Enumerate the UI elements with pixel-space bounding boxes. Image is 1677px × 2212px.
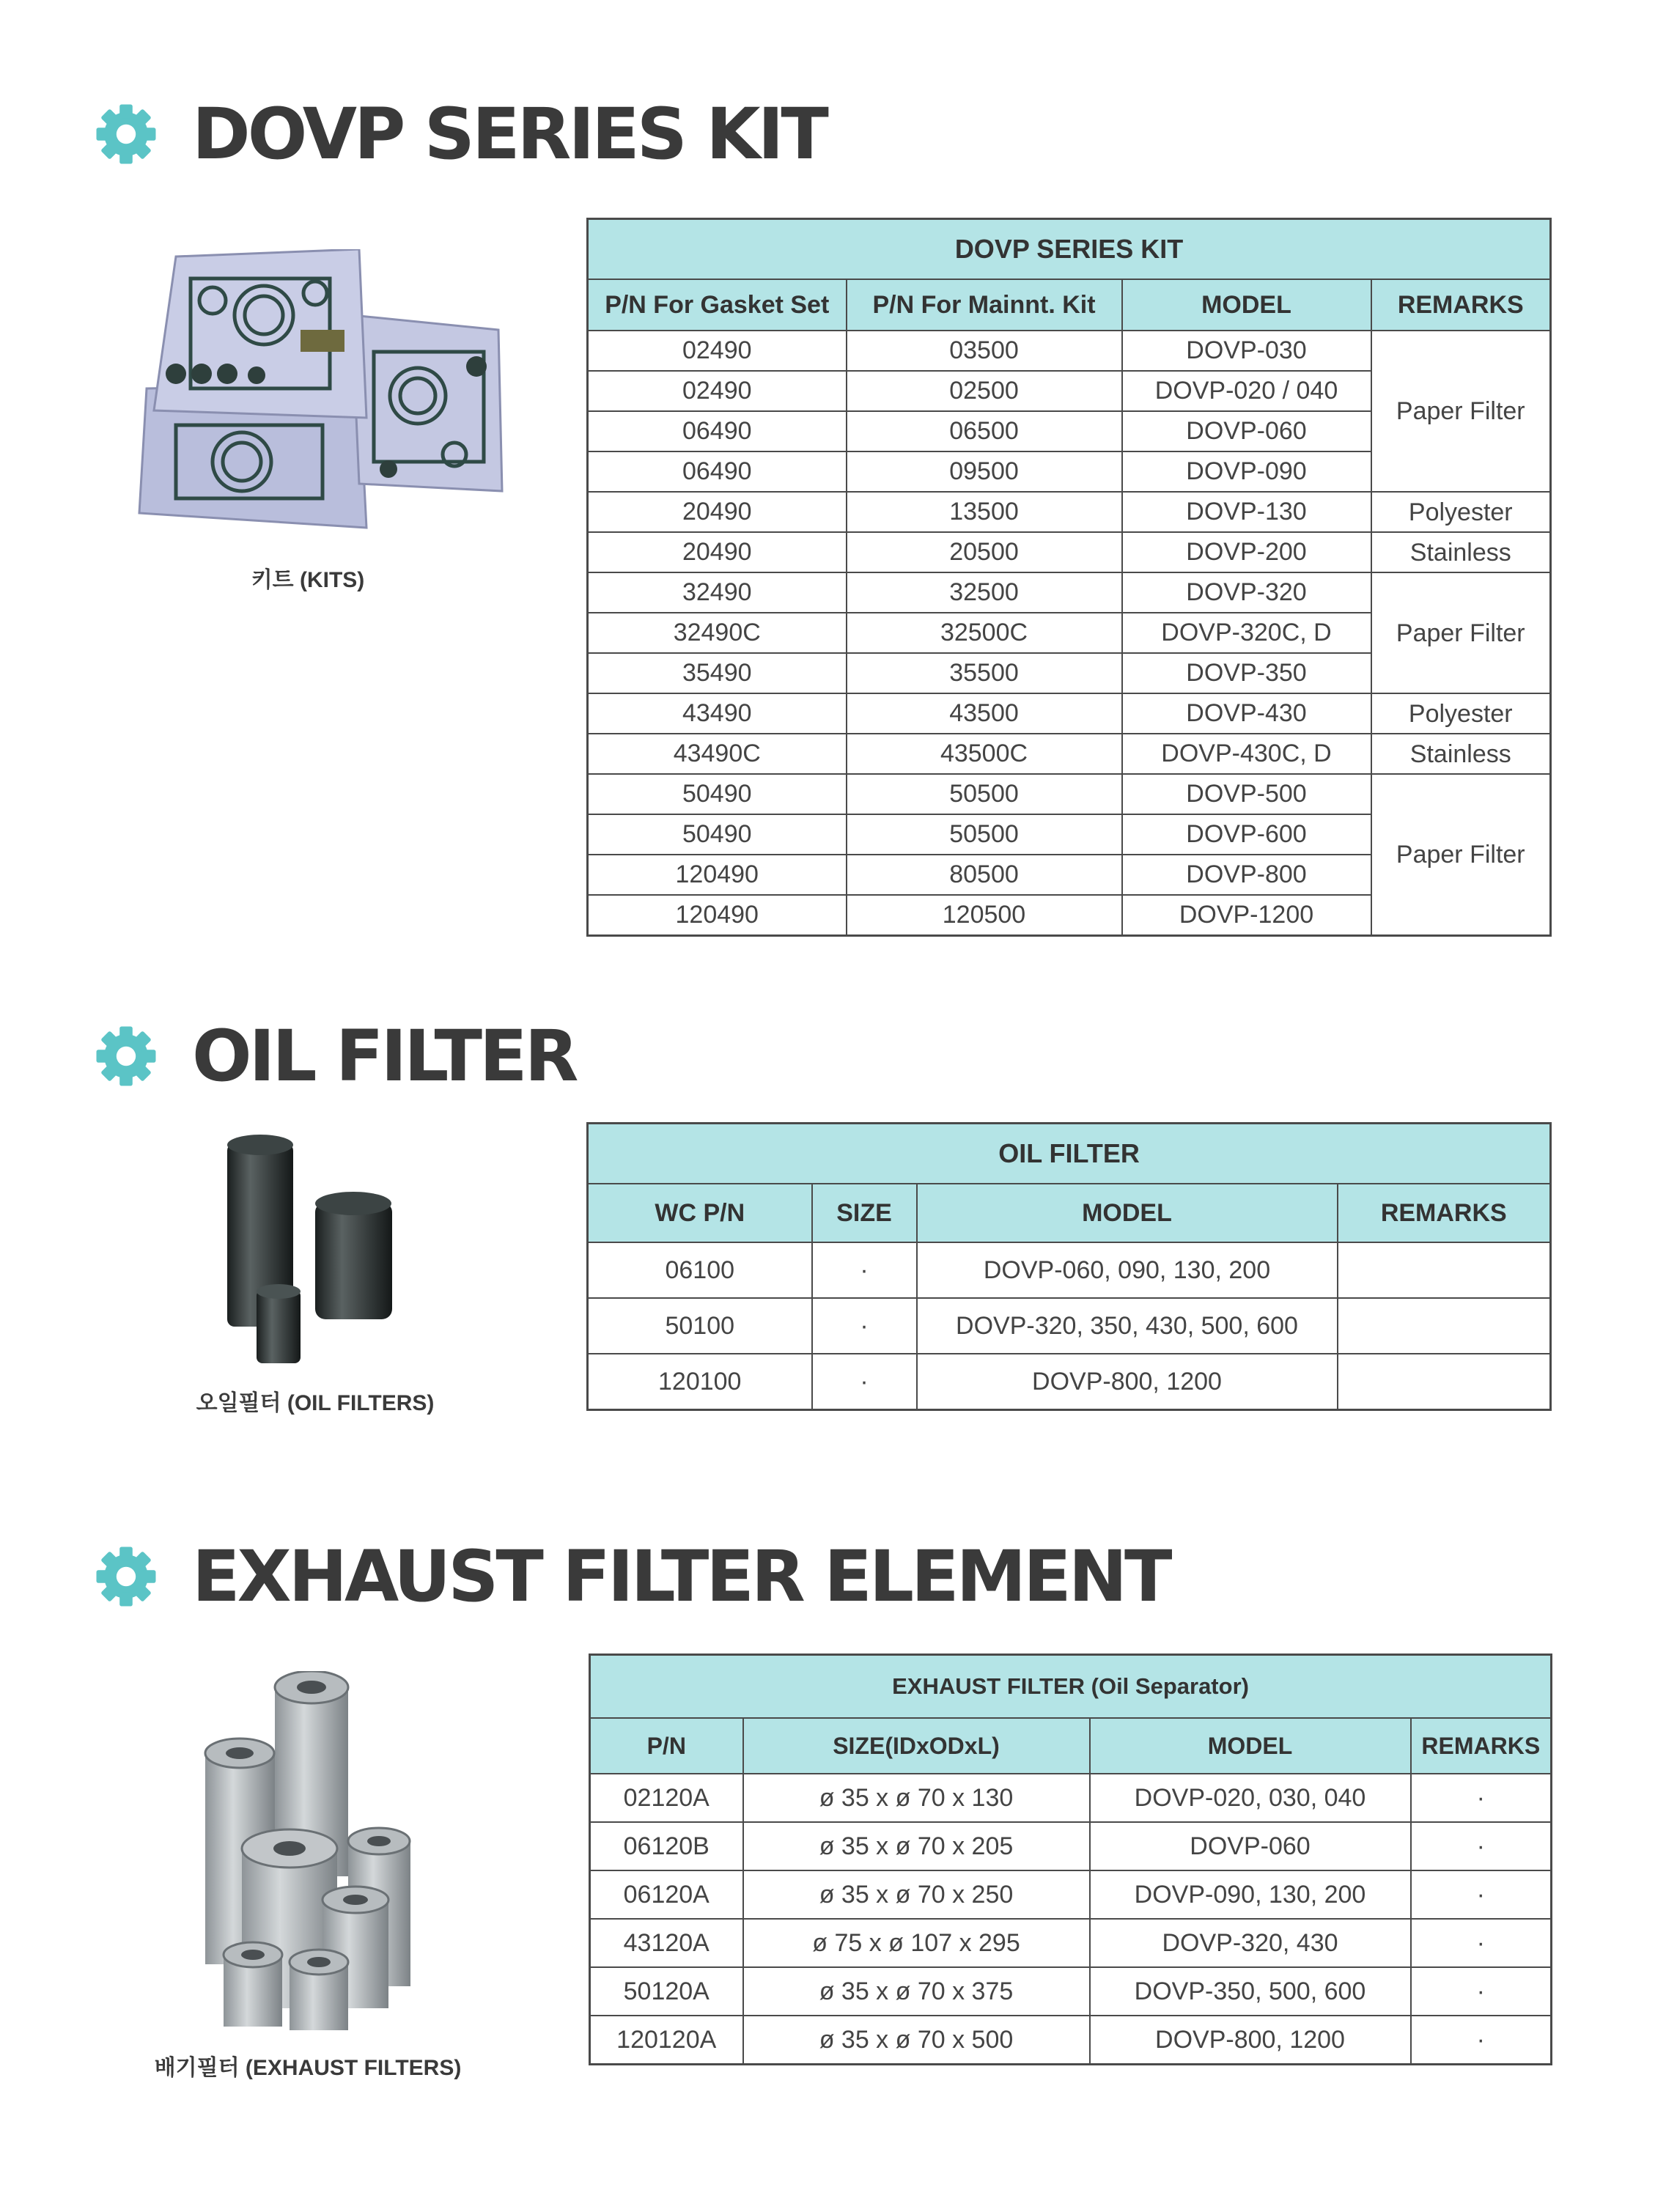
model-cell: DOVP-500	[1122, 774, 1371, 814]
maint-kit-pn-cell: 43500	[847, 693, 1122, 734]
size-cell: ·	[812, 1354, 917, 1410]
maint-kit-pn-cell: 50500	[847, 774, 1122, 814]
oil-table	[586, 1122, 1552, 1411]
remarks-cell: Polyester	[1371, 693, 1551, 734]
model-cell: DOVP-800, 1200	[1090, 2016, 1411, 2065]
model-cell: DOVP-060	[1122, 411, 1371, 451]
pn-cell: 06120B	[590, 1822, 743, 1870]
model-cell: DOVP-600	[1122, 814, 1371, 855]
remarks-cell: ·	[1411, 1967, 1552, 2016]
model-cell: DOVP-800, 1200	[917, 1354, 1338, 1410]
caption-exhaust-filters: 배기필터 (EXHAUST FILTERS)	[154, 2056, 462, 2080]
exhaust-header-pn: P/N	[590, 1718, 743, 1774]
table-row	[588, 1242, 1551, 1298]
size-cell: ø 35 x ø 70 x 130	[743, 1774, 1090, 1822]
exhaust-header-model: MODEL	[1090, 1718, 1411, 1774]
remarks-cell: Stainless	[1371, 734, 1551, 774]
gasket-pn-cell: 120490	[588, 855, 847, 895]
exhaust-filters-photo	[191, 1671, 425, 2038]
pn-cell: 06120A	[590, 1870, 743, 1919]
remarks-cell: ·	[1411, 1919, 1552, 1967]
oil-header-model: MODEL	[917, 1184, 1338, 1242]
gasket-pn-cell: 20490	[588, 532, 847, 572]
maint-kit-pn-cell: 09500	[847, 451, 1122, 492]
section-title-oil	[94, 1015, 576, 1097]
remarks-cell: ·	[1411, 1822, 1552, 1870]
gasket-pn-cell: 02490	[588, 371, 847, 411]
gasket-pn-cell: 35490	[588, 653, 847, 693]
remarks-cell: Polyester	[1371, 492, 1551, 532]
exhaust-table-body	[590, 1774, 1552, 2065]
kit-header-model: MODEL	[1122, 279, 1371, 331]
gasket-kits-photo	[132, 249, 513, 557]
model-cell: DOVP-320C, D	[1122, 613, 1371, 653]
pn-cell: 43120A	[590, 1919, 743, 1967]
model-cell: DOVP-320, 430	[1090, 1919, 1411, 1967]
page-title-kit: DOVP SERIES KIT	[192, 93, 826, 175]
maint-kit-pn-cell: 35500	[847, 653, 1122, 693]
model-cell: DOVP-1200	[1122, 895, 1371, 936]
gasket-pn-cell: 50490	[588, 814, 847, 855]
size-cell: ·	[812, 1242, 917, 1298]
oil-header-pn: WC P/N	[588, 1184, 812, 1242]
size-cell: ø 35 x ø 70 x 500	[743, 2016, 1090, 2065]
model-cell: DOVP-430	[1122, 693, 1371, 734]
kit-table-caption: DOVP SERIES KIT	[588, 219, 1551, 280]
pn-cell: 120120A	[590, 2016, 743, 2065]
table-row	[588, 1354, 1551, 1410]
oil-filters-photo	[213, 1129, 403, 1371]
maint-kit-pn-cell: 80500	[847, 855, 1122, 895]
model-cell: DOVP-030	[1122, 331, 1371, 371]
section-title-kit	[94, 93, 826, 175]
table-row	[588, 734, 1551, 774]
section-title-exhaust	[94, 1536, 1170, 1618]
table-row	[588, 492, 1551, 532]
exhaust-header-size: SIZE(IDxODxL)	[743, 1718, 1090, 1774]
model-cell: DOVP-020, 030, 040	[1090, 1774, 1411, 1822]
model-cell: DOVP-060, 090, 130, 200	[917, 1242, 1338, 1298]
pn-cell: 02120A	[590, 1774, 743, 1822]
model-cell: DOVP-090, 130, 200	[1090, 1870, 1411, 1919]
remarks-cell	[1338, 1242, 1551, 1298]
model-cell: DOVP-350, 500, 600	[1090, 1967, 1411, 2016]
page-title-oil: OIL FILTER	[192, 1015, 576, 1097]
remarks-cell	[1338, 1354, 1551, 1410]
size-cell: ·	[812, 1298, 917, 1354]
exhaust-header-remarks: REMARKS	[1411, 1718, 1552, 1774]
gasket-pn-cell: 02490	[588, 331, 847, 371]
size-cell: ø 35 x ø 70 x 250	[743, 1870, 1090, 1919]
maint-kit-pn-cell: 32500C	[847, 613, 1122, 653]
model-cell: DOVP-200	[1122, 532, 1371, 572]
maint-kit-pn-cell: 06500	[847, 411, 1122, 451]
kit-header-remarks: REMARKS	[1371, 279, 1551, 331]
size-cell: ø 35 x ø 70 x 375	[743, 1967, 1090, 2016]
gasket-pn-cell: 32490C	[588, 613, 847, 653]
gasket-pn-cell: 50490	[588, 774, 847, 814]
maint-kit-pn-cell: 50500	[847, 814, 1122, 855]
table-row	[588, 1298, 1551, 1354]
maint-kit-pn-cell: 20500	[847, 532, 1122, 572]
pn-cell: 120100	[588, 1354, 812, 1410]
oil-header-remarks: REMARKS	[1338, 1184, 1551, 1242]
table-row	[590, 2016, 1552, 2065]
kit-header-gasket: P/N For Gasket Set	[588, 279, 847, 331]
maint-kit-pn-cell: 13500	[847, 492, 1122, 532]
kit-table	[586, 218, 1552, 937]
exhaust-table-caption: EXHAUST FILTER (Oil Separator)	[590, 1655, 1552, 1719]
model-cell: DOVP-320, 350, 430, 500, 600	[917, 1298, 1338, 1354]
model-cell: DOVP-060	[1090, 1822, 1411, 1870]
model-cell: DOVP-350	[1122, 653, 1371, 693]
size-cell: ø 75 x ø 107 x 295	[743, 1919, 1090, 1967]
remarks-cell: ·	[1411, 1870, 1552, 1919]
gasket-pn-cell: 43490	[588, 693, 847, 734]
size-cell: ø 35 x ø 70 x 205	[743, 1822, 1090, 1870]
gear-icon	[94, 1024, 158, 1088]
maint-kit-pn-cell: 02500	[847, 371, 1122, 411]
gasket-pn-cell: 06490	[588, 411, 847, 451]
oil-table-body	[588, 1242, 1551, 1410]
remarks-cell: Stainless	[1371, 532, 1551, 572]
model-cell: DOVP-020 / 040	[1122, 371, 1371, 411]
model-cell: DOVP-800	[1122, 855, 1371, 895]
gasket-pn-cell: 20490	[588, 492, 847, 532]
remarks-cell: Paper Filter	[1371, 774, 1551, 936]
table-row	[590, 1822, 1552, 1870]
exhaust-table	[589, 1654, 1552, 2065]
model-cell: DOVP-090	[1122, 451, 1371, 492]
model-cell: DOVP-130	[1122, 492, 1371, 532]
remarks-cell: Paper Filter	[1371, 572, 1551, 693]
table-row	[590, 1967, 1552, 2016]
table-row	[590, 1919, 1552, 1967]
table-row	[590, 1774, 1552, 1822]
kit-table-body	[588, 331, 1551, 936]
remarks-cell: ·	[1411, 2016, 1552, 2065]
maint-kit-pn-cell: 43500C	[847, 734, 1122, 774]
table-row	[588, 774, 1551, 814]
gasket-pn-cell: 32490	[588, 572, 847, 613]
maint-kit-pn-cell: 120500	[847, 895, 1122, 936]
gasket-pn-cell: 06490	[588, 451, 847, 492]
table-row	[588, 572, 1551, 613]
maint-kit-pn-cell: 32500	[847, 572, 1122, 613]
table-row	[588, 693, 1551, 734]
table-row	[588, 532, 1551, 572]
remarks-cell	[1338, 1298, 1551, 1354]
pn-cell: 06100	[588, 1242, 812, 1298]
remarks-cell: Paper Filter	[1371, 331, 1551, 492]
pn-cell: 50120A	[590, 1967, 743, 2016]
model-cell: DOVP-430C, D	[1122, 734, 1371, 774]
oil-header-size: SIZE	[812, 1184, 917, 1242]
table-row	[590, 1870, 1552, 1919]
caption-kits: 키트 (KITS)	[251, 568, 365, 592]
kit-header-maint: P/N For Mainnt. Kit	[847, 279, 1122, 331]
gear-icon	[94, 102, 158, 166]
gear-icon	[94, 1544, 158, 1609]
page-title-exhaust: EXHAUST FILTER ELEMENT	[192, 1536, 1170, 1618]
table-row	[588, 331, 1551, 371]
gasket-pn-cell: 120490	[588, 895, 847, 936]
model-cell: DOVP-320	[1122, 572, 1371, 613]
pn-cell: 50100	[588, 1298, 812, 1354]
oil-table-caption: OIL FILTER	[588, 1124, 1551, 1184]
gasket-pn-cell: 43490C	[588, 734, 847, 774]
maint-kit-pn-cell: 03500	[847, 331, 1122, 371]
caption-oil-filters: 오일필터 (OIL FILTERS)	[196, 1391, 435, 1415]
remarks-cell: ·	[1411, 1774, 1552, 1822]
